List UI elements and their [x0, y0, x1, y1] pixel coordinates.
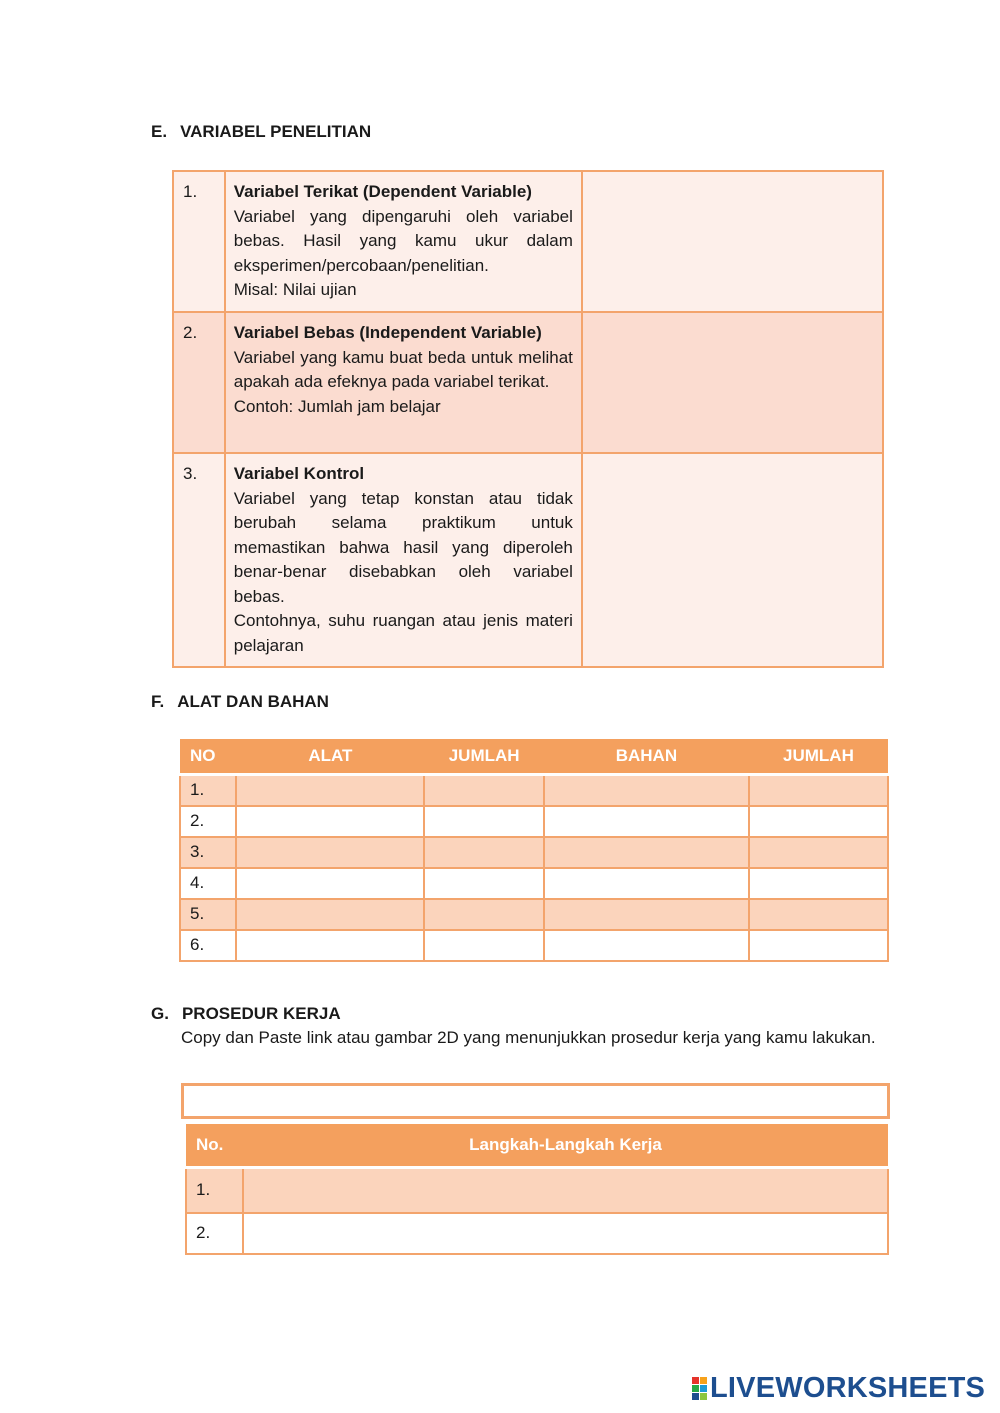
procedure-link-input[interactable] [181, 1083, 890, 1119]
dependent-variable-answer[interactable] [583, 172, 886, 212]
alat-cell[interactable] [236, 775, 424, 806]
row-number: 6. [180, 930, 236, 961]
bahan-cell[interactable] [544, 806, 749, 837]
variable-title: Variabel Bebas (Independent Variable) [233, 323, 542, 342]
logo-mark-icon [692, 1377, 707, 1400]
row-number: 2. [180, 806, 236, 837]
header-jumlah-alat: JUMLAH [424, 739, 544, 775]
jumlah-bahan-cell[interactable] [749, 775, 888, 806]
alat-input[interactable] [237, 838, 423, 867]
alat-input[interactable] [237, 869, 423, 898]
variable-description-cell [225, 312, 582, 453]
variable-example: Contohnya, suhu ruangan atau jenis materi pelajaran [233, 611, 573, 655]
table-row [180, 806, 888, 837]
section-f-number: F. [151, 692, 165, 711]
variable-description: Variabel yang tetap konstan atau tidak berubah selama praktikum untuk memastikan bahwa hasil yang diperoleh benar-benar disebabkan oleh variabel bebas. [233, 488, 573, 606]
jumlah-alat-input[interactable] [425, 838, 543, 867]
bahan-input[interactable] [545, 931, 748, 960]
section-f-title: ALAT DAN BAHAN [177, 692, 329, 711]
jumlah-bahan-input[interactable] [750, 931, 887, 960]
step-number: 2. [186, 1213, 243, 1254]
control-variable-answer[interactable] [583, 454, 886, 494]
jumlah-alat-input[interactable] [425, 900, 543, 929]
jumlah-bahan-cell[interactable] [749, 930, 888, 961]
jumlah-alat-cell[interactable] [424, 775, 544, 806]
jumlah-alat-cell[interactable] [424, 806, 544, 837]
table-row [180, 837, 888, 868]
alat-cell[interactable] [236, 930, 424, 961]
jumlah-bahan-input[interactable] [750, 869, 887, 898]
jumlah-bahan-input[interactable] [750, 838, 887, 867]
row-number: 3. [180, 837, 236, 868]
variable-example: Contoh: Jumlah jam belajar [233, 396, 441, 416]
bahan-cell[interactable] [544, 775, 749, 806]
variable-row [173, 171, 883, 312]
bahan-cell[interactable] [544, 868, 749, 899]
table-header-row [180, 739, 888, 775]
step-input[interactable] [244, 1169, 887, 1212]
variable-description-cell [225, 453, 582, 667]
jumlah-alat-input[interactable] [425, 931, 543, 960]
bahan-input[interactable] [545, 900, 748, 929]
jumlah-alat-input[interactable] [425, 807, 543, 836]
bahan-cell[interactable] [544, 837, 749, 868]
bahan-input[interactable] [545, 776, 748, 805]
alat-cell[interactable] [236, 899, 424, 930]
bahan-input[interactable] [545, 869, 748, 898]
jumlah-alat-cell[interactable] [424, 868, 544, 899]
section-g-number: G. [151, 1004, 169, 1023]
bahan-input[interactable] [545, 807, 748, 836]
bahan-cell[interactable] [544, 930, 749, 961]
variable-answer-cell[interactable] [582, 312, 883, 453]
variable-row [173, 312, 883, 453]
jumlah-bahan-cell[interactable] [749, 868, 888, 899]
section-e-heading [151, 122, 371, 142]
section-g-title: PROSEDUR KERJA [181, 1004, 341, 1023]
jumlah-alat-input[interactable] [425, 776, 543, 805]
table-row [180, 930, 888, 961]
header-steps: Langkah-Langkah Kerja [243, 1124, 888, 1168]
step-cell[interactable] [243, 1213, 888, 1254]
row-number: 1. [180, 775, 236, 806]
alat-input[interactable] [237, 807, 423, 836]
row-number: 4. [180, 868, 236, 899]
variable-row [173, 453, 883, 667]
variable-answer-cell[interactable] [582, 171, 883, 312]
section-e-title: VARIABEL PENELITIAN [180, 122, 372, 141]
alat-cell[interactable] [236, 837, 424, 868]
liveworksheets-logo [692, 1372, 985, 1405]
bahan-cell[interactable] [544, 899, 749, 930]
step-input[interactable] [244, 1214, 887, 1253]
jumlah-bahan-cell[interactable] [749, 806, 888, 837]
steps-table [185, 1124, 889, 1255]
step-cell[interactable] [243, 1168, 888, 1213]
alat-cell[interactable] [236, 806, 424, 837]
variable-description-cell [225, 171, 582, 312]
independent-variable-answer[interactable] [583, 313, 886, 353]
header-bahan: BAHAN [544, 739, 749, 775]
table-row [180, 868, 888, 899]
bahan-input[interactable] [545, 838, 748, 867]
table-row [180, 775, 888, 806]
jumlah-alat-cell[interactable] [424, 930, 544, 961]
table-row [186, 1168, 888, 1213]
variable-title: Variabel Kontrol [233, 464, 365, 483]
alat-input[interactable] [237, 931, 423, 960]
variable-number: 3. [173, 453, 225, 667]
table-header-row [186, 1124, 888, 1168]
table-row [180, 899, 888, 930]
jumlah-bahan-input[interactable] [750, 776, 887, 805]
variable-number: 1. [173, 171, 225, 312]
procedure-instructions: Copy dan Paste link atau gambar 2D yang menunjukkan prosedur kerja yang kamu lakukan. [181, 1028, 876, 1047]
header-alat: ALAT [236, 739, 424, 775]
section-f-heading [151, 692, 329, 712]
alat-input[interactable] [237, 900, 423, 929]
jumlah-alat-cell[interactable] [424, 899, 544, 930]
header-no: NO [180, 739, 236, 775]
header-no: No. [186, 1124, 243, 1168]
variable-number: 2. [173, 312, 225, 453]
header-jumlah-bahan: JUMLAH [749, 739, 888, 775]
row-number: 5. [180, 899, 236, 930]
variable-description: Variabel yang kamu buat beda untuk melihat apakah ada efeknya pada variabel terikat. [233, 347, 573, 391]
variable-answer-cell[interactable] [582, 453, 883, 667]
alat-cell[interactable] [236, 868, 424, 899]
alat-input[interactable] [237, 776, 423, 805]
variable-title: Variabel Terikat (Dependent Variable) [233, 182, 532, 201]
section-g-heading [151, 1004, 341, 1024]
variable-description: Variabel yang dipengaruhi oleh variabel bebas. Hasil yang kamu ukur dalam eksperimen/percobaan/penelitian. [233, 206, 573, 275]
jumlah-alat-input[interactable] [425, 869, 543, 898]
jumlah-bahan-input[interactable] [750, 807, 887, 836]
jumlah-bahan-cell[interactable] [749, 899, 888, 930]
table-row [186, 1213, 888, 1254]
logo-text: LIVEWORKSHEETS [710, 1372, 986, 1404]
jumlah-bahan-input[interactable] [750, 900, 887, 929]
step-number: 1. [186, 1168, 243, 1213]
jumlah-bahan-cell[interactable] [749, 837, 888, 868]
tools-materials-table [179, 739, 889, 962]
variables-table [172, 170, 884, 668]
section-e-number: E. [151, 122, 168, 141]
variable-example: Misal: Nilai ujian [233, 280, 357, 299]
jumlah-alat-cell[interactable] [424, 837, 544, 868]
